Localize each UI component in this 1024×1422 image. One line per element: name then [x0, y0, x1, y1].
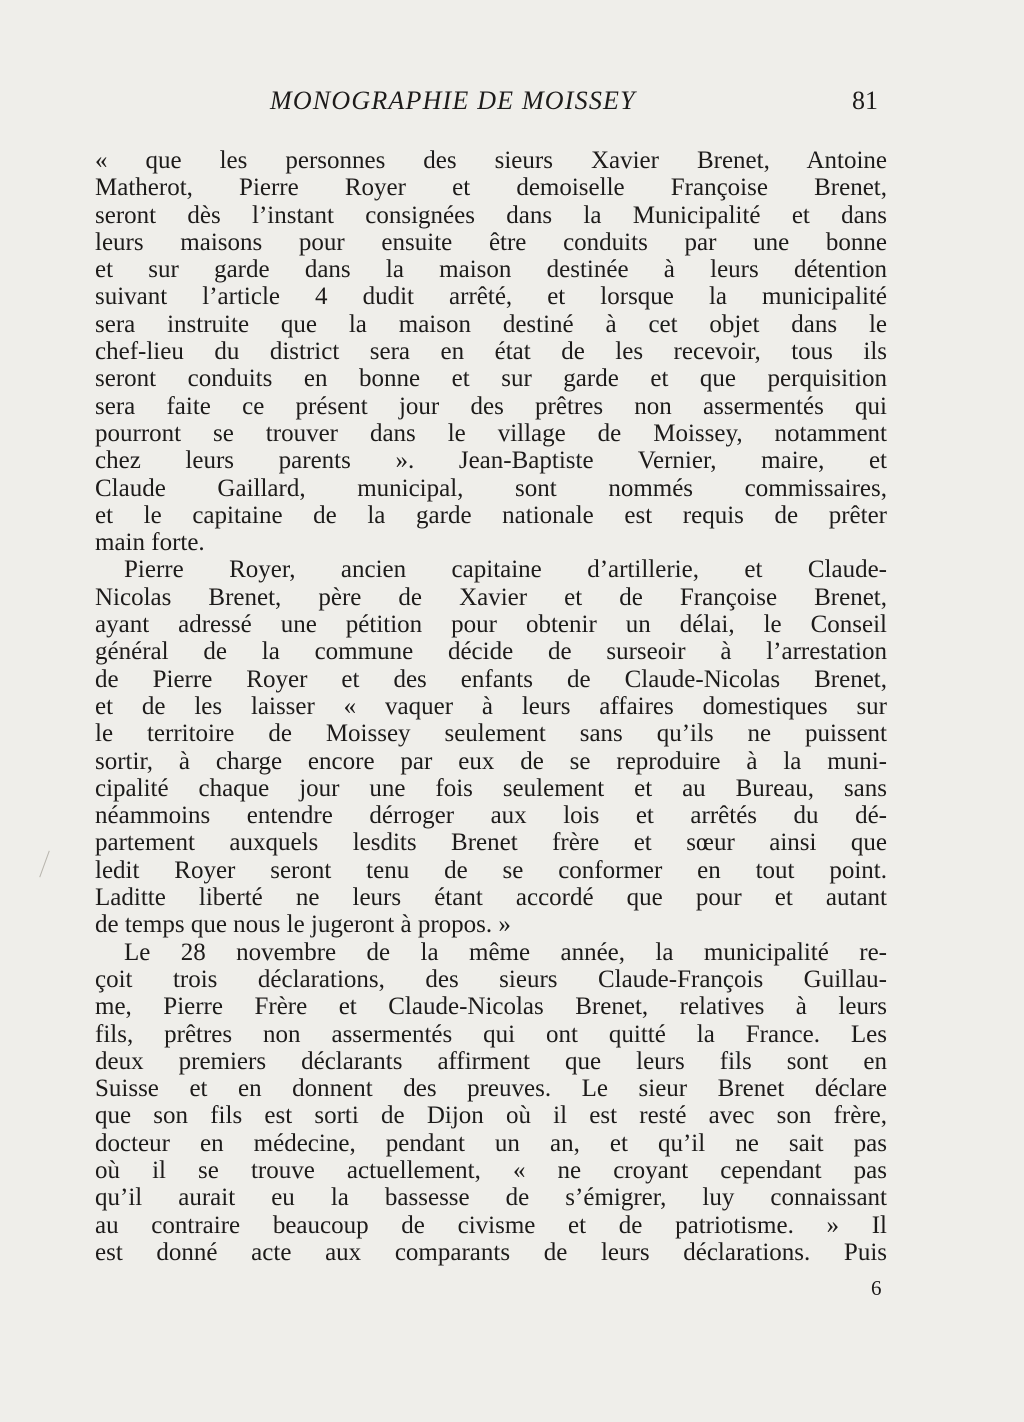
paragraph-start-line: Le 28 novembre de la même année, la municipalité re- [124, 938, 887, 966]
text-line: Nicolas Brenet, père de Xavier et de Françoise Brenet, [95, 583, 887, 611]
text-line: qu’il aurait eu la bassesse de s’émigrer, luy connaissant [95, 1184, 887, 1212]
text-line: docteur en médecine, pendant un an, et qu’il ne sait pas [95, 1129, 887, 1157]
text-line: çoit trois déclarations, des sieurs Claude-François Guillau- [95, 965, 887, 993]
paragraph-start-line: Pierre Royer, ancien capitaine d’artillerie, et Claude- [124, 556, 887, 584]
text-line: Claude Gaillard, municipal, sont nommés commissaires, [95, 474, 887, 502]
text-line: suivant l’article 4 dudit arrêté, et lorsque la municipalité [95, 283, 887, 311]
text-line: néammoins entendre dérroger aux lois et arrêtés du dé- [95, 802, 887, 830]
text-line: deux premiers déclarants affirment que leurs fils sont en [95, 1047, 887, 1075]
text-line: de temps que nous le jugeront à propos. » [95, 911, 511, 939]
text-line: le territoire de Moissey seulement sans qu’ils ne puissent [95, 720, 887, 748]
text-line: cipalité chaque jour une fois seulement et au Bureau, sans [95, 774, 887, 802]
text-line: partement auxquels lesdits Brenet frère et sœur ainsi que [95, 829, 887, 857]
text-line: Suisse et en donnent des preuves. Le sieur Brenet déclare [95, 1075, 887, 1103]
text-line: que son fils est sorti de Dijon où il est resté avec son frère, [95, 1102, 887, 1130]
margin-mark [39, 851, 50, 878]
text-line: seront conduits en bonne et sur garde et que perquisition [95, 365, 887, 393]
text-line: leurs maisons pour ensuite être conduits par une bonne [95, 228, 887, 256]
text-line: chef-lieu du district sera en état de les recevoir, tous ils [95, 338, 887, 366]
signature-mark: 6 [871, 1276, 882, 1300]
text-line: où il se trouve actuellement, « ne croyant cependant pas [95, 1156, 887, 1184]
body-text [95, 147, 887, 1266]
text-line: ledit Royer seront tenu de se conformer en tout point. [95, 856, 887, 884]
text-line: main forte. [95, 529, 205, 557]
text-line: de Pierre Royer et des enfants de Claude-Nicolas Brenet, [95, 665, 887, 693]
running-title: MONOGRAPHIE DE MOISSEY [270, 86, 636, 115]
text-line: ayant adressé une pétition pour obtenir un délai, le Conseil [95, 611, 887, 639]
text-line: chez leurs parents ». Jean-Baptiste Vernier, maire, et [95, 447, 887, 475]
page-number: 81 [852, 86, 878, 115]
text-line: et le capitaine de la garde nationale est requis de prêter [95, 501, 887, 529]
text-line: « que les personnes des sieurs Xavier Brenet, Antoine [95, 147, 887, 174]
text-line: au contraire beaucoup de civisme et de patriotisme. » Il [95, 1211, 887, 1239]
text-line: et sur garde dans la maison destinée à leurs détention [95, 256, 887, 284]
text-line: me, Pierre Frère et Claude-Nicolas Brenet, relatives à leurs [95, 993, 887, 1021]
text-line: sortir, à charge encore par eux de se reproduire à la muni- [95, 747, 887, 775]
text-line: Matherot, Pierre Royer et demoiselle Françoise Brenet, [95, 174, 887, 202]
text-line: pourront se trouver dans le village de Moissey, notamment [95, 419, 887, 447]
text-line: et de les laisser « vaquer à leurs affaires domestiques sur [95, 692, 887, 720]
text-line: fils, prêtres non assermentés qui ont quitté la France. Les [95, 1020, 887, 1048]
text-line: Laditte liberté ne leurs étant accordé que pour et autant [95, 884, 887, 912]
text-line: est donné acte aux comparants de leurs déclarations. Puis [95, 1238, 887, 1266]
text-line: sera instruite que la maison destiné à cet objet dans le [95, 310, 887, 338]
text-line: seront dès l’instant consignées dans la Municipalité et dans [95, 201, 887, 229]
text-line: général de la commune décide de surseoir à l’arrestation [95, 638, 887, 666]
text-line: sera faite ce présent jour des prêtres non assermentés qui [95, 392, 887, 420]
